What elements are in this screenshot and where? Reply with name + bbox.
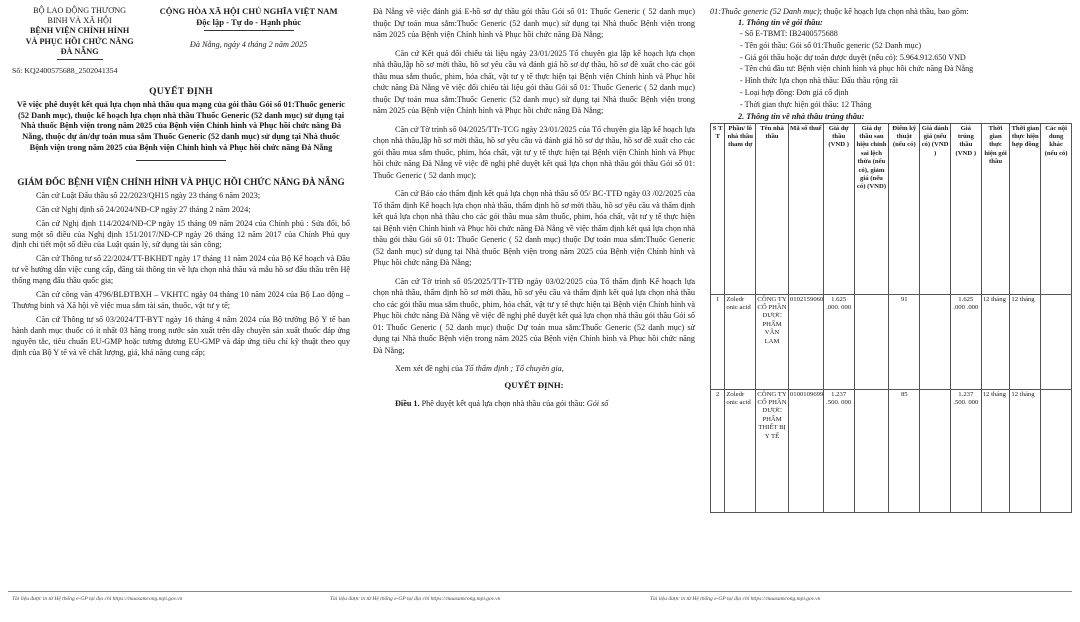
motto-underline bbox=[204, 30, 294, 31]
page-footer: Tài liệu được in từ Hệ thống e-GP tại địa chỉ https://muasamcong.mpi.gov.vn bbox=[650, 596, 821, 602]
decides-heading: QUYẾT ĐỊNH: bbox=[504, 380, 564, 390]
column-header: Phần/ lô nhà thầu tham dự bbox=[725, 123, 756, 294]
basis-paragraph: Đà Nẵng về việc đánh giá E-hồ sơ dự thầu gói thầu Gói số 01: Thuốc Generic ( 52 danh mục) thuộc Dự toán mua sắm:Thuốc Generic (52 danh mục) sử dụng tại Nhà thuốc Bệnh viện trong năm 2025 của Bệnh viện Chỉnh hình và Phục hồi chức năng Đà Nẵng; bbox=[373, 7, 695, 39]
footer-divider bbox=[8, 591, 1072, 592]
column-header: Giá trúng thầu (VND ) bbox=[950, 123, 981, 294]
table-cell: 12 tháng bbox=[1010, 389, 1041, 512]
package-name: 01:Thuốc generic (52 Danh mục) bbox=[710, 7, 820, 16]
page-footer: Tài liệu được in từ Hệ thống e-GP tại địa chỉ https://muasamcong.mpi.gov.vn bbox=[330, 596, 501, 602]
document-page-2 bbox=[363, 0, 703, 592]
table-cell bbox=[854, 294, 889, 389]
subject-underline bbox=[136, 160, 226, 161]
agency-line-5: ĐÀ NẴNG bbox=[60, 46, 99, 56]
consideration-line bbox=[373, 363, 695, 374]
legal-basis-paragraph: Căn cứ Nghị định 114/2024/NĐ-CP ngày 15 tháng 09 năm 2024 của Chính phủ : Sửa đổi, bổ sung một số điều của Nghị định 151/2017/NĐ-CP ngày 26 tháng 12 năm 2017 của Chính Phủ quy định chi tiết một số điều của Luật quản lý, sử dụng tài sản công; bbox=[12, 218, 350, 250]
table-cell bbox=[920, 389, 951, 512]
basis-paragraph: Căn cứ Báo cáo thẩm định kết quả lựa chọn nhà thầu số 05/ BC-TTĐ ngày 03 /02/2025 của Tổ thẩm định Kế hoạch lựa chọn nhà thầu, thẩm định hồ sơ mời thầu, hồ sơ yêu cầu và thẩm định kết quả lựa chọn nhà thầu cho các gói thầu mua sắm thuốc, phim, hóa chất, vật tư y tế thực hiện tại Bệnh viện Chỉnh hình và Phục hồi chức năng Đà Nẵng về việc thẩm định kết quả lựa chọn nhà thầu gói thầu Gói số 01: Thuốc Generic ( 52 danh mục) thuộc Dự toán mua sắm:Thuốc Generic (52 danh mục) sử dụng tại Nhà thuốc Bệnh viện trong năm 2025 của Bệnh viện Chỉnh hình và Phục hồi chức năng Đà Nẵng; bbox=[373, 189, 695, 267]
article-1 bbox=[373, 398, 695, 409]
package-info-item: - Hình thức lựa chọn nhà thầu: Đấu thầu rộng rãi bbox=[740, 76, 899, 86]
table-cell: 1.625 .000 .000 bbox=[950, 294, 981, 389]
table-cell: 1.237 .500. 000 bbox=[950, 389, 981, 512]
continuation-text: ; thuộc kế hoạch lựa chọn nhà thầu, bao gồm: bbox=[819, 7, 969, 16]
national-motto: Độc lập - Tự do - Hạnh phúc bbox=[196, 17, 302, 27]
table-cell bbox=[1041, 294, 1072, 389]
national-title bbox=[147, 6, 350, 60]
document-page-1 bbox=[0, 0, 360, 592]
column-header: Giá dự thầu (VND ) bbox=[823, 123, 854, 294]
document-header bbox=[12, 6, 350, 60]
table-cell: 1 bbox=[711, 294, 725, 389]
basis-paragraph: Căn cứ Kết quả đối chiếu tài liệu ngày 23/01/2025 Tổ chuyên gia lập kế hoạch lựa chọn nhà thầu,lập hồ sơ mời thầu, hồ sơ yêu cầu và đánh giá hồ sơ dự thầu, hồ sơ đề xuất cho các gói thầu mua sắm thuốc, phim, hóa chất, vật tư y tế thực hiện tại Bệnh viện Chỉnh hình và Phục hồi chức năng Đà Nẵng về việc đối chiếu tài liệu gói thầu Gói số 01: Thuốc Generic ( 52 danh mục) thuộc Dự toán mua sắm:Thuốc Generic (52 danh mục) sử dụng tại Nhà thuốc Bệnh viện trong năm 2025 của Bệnh viện Chỉnh hình và Phục hồi chức năng Đà Nẵng; bbox=[373, 48, 695, 115]
table-cell: 0102159060 bbox=[788, 294, 823, 389]
column-header: Mã số thuế bbox=[788, 123, 823, 294]
legal-basis-paragraph: Căn cứ Thông tư số 22/2024/TT-BKHĐT ngày 17 tháng 11 năm 2024 của Bộ Kế hoạch và Đầu tư về hướng dẫn việc cung cấp, đăng tải thông tin về lựa chọn nhà thầu và mẫu hồ sơ đấu thầu trên Hệ thống mạng đấu thầu quốc gia; bbox=[12, 254, 350, 286]
table-cell: 85 bbox=[889, 389, 920, 512]
column-header: Các nội dung khác (nếu có) bbox=[1041, 123, 1072, 294]
section-package-info: 1. Thông tin về gói thầu: bbox=[738, 18, 823, 27]
table-cell: 1.237 .500. 000 bbox=[823, 389, 854, 512]
article-1-label: Điều 1. bbox=[395, 399, 420, 409]
document-number: Số: KQ2400575688_2502041354 bbox=[12, 66, 118, 76]
table-cell bbox=[920, 294, 951, 389]
consideration-prefix: Xem xét đề nghị của bbox=[395, 364, 465, 373]
package-info-item: - Tên chủ đầu tư: Bệnh viện chỉnh hình và phục hồi chức năng Đà Nẵng bbox=[740, 64, 974, 74]
agency-line-4: VÀ PHỤC HỒI CHỨC NĂNG bbox=[25, 36, 134, 46]
legal-basis-paragraph: Căn cứ công văn 4796/BLĐTBXH – VKHTC ngày 04 tháng 10 năm 2024 của Bộ Lao động – Thương binh và Xã hội về việc mua sắm tài sản, thuốc, vật tư y tế; bbox=[12, 290, 350, 310]
table-cell: Zoledr onic acid bbox=[725, 294, 756, 389]
issuing-agency bbox=[12, 6, 147, 60]
legal-basis-paragraph: Căn cứ Thông tư số 03/2024/TT-BYT ngày 16 tháng 4 năm 2024 của Bộ trưởng Bộ Y tế ban hành danh mục thuốc có ít nhất 03 hãng trong nước sản xuất trên dây chuyền sản xuất thuốc đáp ứng nguyên tắc, tiêu chuẩn EU-GMP hoặc tương đương EU-GMP và đáp ứng tiêu chí kỹ thuật theo quy định của Bộ Y tế và về chất lượng, giá, khả năng cung cấp; bbox=[12, 314, 350, 357]
table-cell bbox=[854, 389, 889, 512]
package-info-item: - Loại hợp đồng: Đơn giá cố định bbox=[740, 87, 849, 97]
column-header: Điểm kỹ thuật (nếu có) bbox=[889, 123, 920, 294]
table-cell: 2 bbox=[711, 389, 725, 512]
column-header: Tên nhà thầu bbox=[756, 123, 789, 294]
agency-line-3: BỆNH VIỆN CHỈNH HÌNH bbox=[29, 26, 130, 36]
legal-basis-list bbox=[12, 191, 350, 359]
table-cell: CÔNG TY CỔ PHẦN DƯỢC PHẨM VÂN LAM bbox=[756, 294, 789, 389]
legal-basis-paragraph: Căn cứ Nghị định số 24/2024/NĐ-CP ngày 27 tháng 2 năm 2024; bbox=[36, 204, 251, 214]
table-cell: Zoledr onic acid bbox=[725, 389, 756, 512]
decision-title: QUYẾT ĐỊNH bbox=[149, 87, 213, 98]
basis-paragraph: Căn cứ Tờ trình số 05/2025/TTr-TTĐ ngày 03/02/2025 của Tổ thẩm định Kế hoạch lựa chọn nhà thầu, thẩm định hồ sơ mời thầu, hồ sơ yêu cầu và thẩm định kết quả lựa chọn nhà thầu cho các gói thầu mua sắm thuốc, phim, hóa chất, vật tư y tế thực hiện tại Bệnh viện Chỉnh hình và Phục hồi chức năng Đà Nẵng về việc đề nghị phê duyệt kết quả lựa chọn nhà thầu gói thầu Gói số 01: Thuốc Generic ( 52 danh mục) thuộc Dự toán mua sắm:Thuốc Generic (52 danh mục) sử dụng tại Nhà thuốc Bệnh viện trong năm 2025 của Bệnh viện Chỉnh hình và Phục hồi chức năng Đà Nẵng; bbox=[373, 276, 695, 355]
decision-subject: Về việc phê duyệt kết quả lựa chọn nhà thầu qua mạng của gói thầu Gói số 01:Thuốc generic (52 Danh mục), thuộc kế hoạch lựa chọn nhà thầu Thuốc Generic (52 danh mục) sử dụng tại Nhà thuốc Bệnh viện trong năm 2025 của Bệnh viện Chỉnh hình và Phục hồi chức năng Đà Nẵng, thuộc dự án/dự toán mua sắm Thuốc Generic (52 danh mục) sử dụng tại Nhà thuốc Bệnh viện trong năm 2025 của Bệnh viện Chỉnh hình và Phục hồi chức năng Đà Nẵng bbox=[16, 100, 346, 152]
table-row bbox=[711, 389, 1072, 512]
table-cell: 12 tháng bbox=[981, 294, 1010, 389]
table-cell: CÔNG TY CỔ PHẦN DƯỢC PHẨM THIẾT BỊ Y TẾ bbox=[756, 389, 789, 512]
basis-paragraph: Căn cứ Tờ trình số 04/2025/TTr-TCG ngày 23/01/2025 của Tổ chuyên gia lập kế hoạch lựa chọn nhà thầu,lập hồ sơ mời thầu, hồ sơ yêu cầu và đánh giá hồ sơ dự thầu, hồ sơ đề xuất cho các gói thầu mua sắm thuốc, phim, hóa chất, vật tư y tế thực hiện tại Bệnh viện Chỉnh hình và Phục hồi chức năng Đà Nẵng về việc đề nghị phê duyệt kết quả lựa chọn nhà thầu gói thầu Gói số 01: Thuốc Generic ( 52 danh mục); bbox=[373, 124, 695, 180]
table-cell bbox=[1041, 389, 1072, 512]
agency-underline bbox=[57, 59, 103, 60]
package-info-item: - Tên gói thầu: Gói số 01:Thuốc generic (52 Danh mục) bbox=[740, 40, 922, 50]
page-footer: Tài liệu được in từ Hệ thống e-GP tại địa chỉ https://muasamcong.mpi.gov.vn bbox=[12, 596, 183, 602]
section-winning-bidders: 2. Thông tin về nhà thầu trúng thầu: bbox=[738, 111, 865, 121]
table-cell: 91 bbox=[889, 294, 920, 389]
package-info-item: - Số E-TBMT: IB2400575688 bbox=[740, 29, 838, 38]
table-cell: 12 tháng bbox=[981, 389, 1010, 512]
column-header: S T T bbox=[711, 123, 725, 294]
table-cell: 12 tháng bbox=[1010, 294, 1041, 389]
column-header: Giá đánh giá (nếu có) (VND ) bbox=[920, 123, 951, 294]
agency-line-1: BỘ LAO ĐỘNG THƯƠNG bbox=[33, 6, 127, 15]
column-header: Thời gian thực hiện gói thầu bbox=[981, 123, 1010, 294]
table-cell: 0100109699 bbox=[788, 389, 823, 512]
table-row bbox=[711, 294, 1072, 389]
column-header: Giá dự thầu sau hiệu chỉnh sai lệch thừa (nếu có), giảm giá (nếu có) (VND) bbox=[854, 123, 889, 294]
package-info-item: - Giá gói thầu hoặc dự toán được duyệt (nếu có): 5.964.912.650 VND bbox=[740, 52, 966, 62]
nation-name: CỘNG HÒA XÃ HỘI CHỦ NGHĨA VIỆT NAM bbox=[159, 6, 338, 16]
legal-basis-paragraph: Căn cứ Luật Đấu thầu số 22/2023/QH15 ngày 23 tháng 6 năm 2023; bbox=[36, 190, 261, 200]
agency-line-2: BINH VÀ XÃ HỘI bbox=[47, 16, 112, 26]
table-cell: 1.625 .000. 000 bbox=[823, 294, 854, 389]
article-1-text: Phê duyệt kết quả lựa chọn nhà thầu của gói thầu: bbox=[419, 399, 587, 409]
table-header-row bbox=[711, 123, 1072, 294]
column-header: Thời gian thực hiện hợp đồng bbox=[1010, 123, 1041, 294]
article-1-package: Gói số bbox=[586, 399, 609, 409]
package-info-item: - Thời gian thực hiện gói thầu: 12 Tháng bbox=[740, 99, 872, 109]
document-page-3 bbox=[706, 0, 1080, 592]
winning-bidders-table bbox=[710, 123, 1072, 513]
director-heading: GIÁM ĐỐC BỆNH VIỆN CHỈNH HÌNH VÀ PHỤC HỒI CHỨC NĂNG ĐÀ NẴNG bbox=[17, 176, 345, 187]
package-info-list bbox=[710, 28, 1072, 111]
issue-date: Đà Nẵng, ngày 4 tháng 2 năm 2025 bbox=[189, 40, 308, 49]
article-1-continuation bbox=[710, 6, 1072, 17]
consideration-parties: Tổ thẩm định ; Tổ chuyên gia, bbox=[464, 364, 564, 373]
